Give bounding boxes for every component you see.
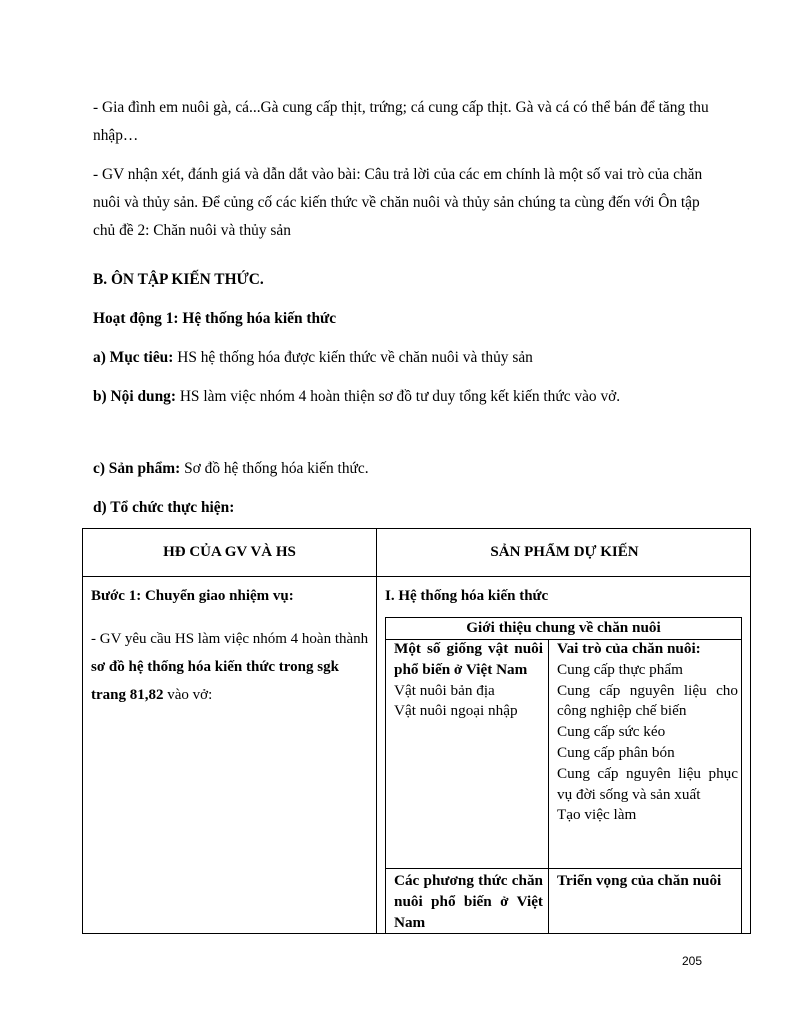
section-heading-b: B. ÔN TẬP KIẾN THỨC. [93,271,264,288]
role-item: Tạo việc làm [557,806,637,824]
livestock-overview-table [385,617,742,934]
knowledge-system-title: I. Hệ thống hóa kiến thức [385,588,549,604]
breed-item: Vật nuôi ngoại nhập [394,702,518,720]
inner-row-divider [386,868,741,869]
step1-heading: Bước 1: Chuyển giao nhiệm vụ: [91,588,294,604]
livestock-prospects-cell: Triển vọng của chăn nuôi [557,872,722,889]
page-number: 205 [682,954,703,968]
content-line [93,383,713,411]
objective-line [93,344,713,372]
header-expected-product: SẢN PHẨM DỰ KIẾN [490,544,639,560]
activity-table [82,528,751,934]
activity-heading: Hoạt động 1: Hệ thống hóa kiến thức [93,310,337,327]
table-header-divider [83,576,750,577]
common-breeds-heading: Một số giống vật nuôi phổ biến ở Việt Nam [394,640,543,678]
task-suffix: vào vở: [163,687,213,703]
organization-heading: d) Tổ chức thực hiện: [93,499,235,516]
table-column-divider [376,529,377,933]
objective-text: HS hệ thống hóa được kiến thức về chăn nuôi và thủy sản [173,349,533,366]
livestock-roles-heading: Vai trò của chăn nuôi: [557,640,701,657]
task-bold: sơ đồ hệ thống hóa kiến thức trong sgk trang 81,82 [91,659,339,703]
content-label: b) Nội dung: [93,388,176,405]
role-item: Cung cấp phân bón [557,743,675,761]
breed-item: Vật nuôi bản địa [394,681,495,699]
product-text: Sơ đồ hệ thống hóa kiến thức. [180,460,369,477]
role-item: Cung cấp thực phẩm [557,660,683,678]
farming-methods-cell: Các phương thức chăn nuôi phổ biến ở Việt Nam [394,872,543,931]
livestock-overview-title: Giới thiệu chung về chăn nuôi [386,618,741,640]
content-text: HS làm việc nhóm 4 hoàn thiện sơ đồ tư duy tổng kết kiến thức vào vở. [175,388,621,405]
role-item: Cung cấp nguyên liệu phục vụ đời sống và sản xuất [557,764,738,803]
objective-label: a) Mục tiêu: [93,349,174,366]
header-teacher-student: HĐ CỦA GV VÀ HS [163,544,296,560]
paragraph-teacher-comment: - GV nhận xét, đánh giá và dẫn dắt vào bài: Câu trả lời của các em chính là một số vai trò của chăn nuôi và thủy sản. Để củng cố các kiến thức về chăn nuôi và thủy sản chúng ta cùng đến với Ôn tập chủ đề 2: Chăn nuôi và thủy sản [93,166,703,239]
step1-task [91,625,369,709]
product-line [93,455,713,483]
product-label: c) Sản phẩm: [93,460,181,477]
paragraph-answer: - Gia đình em nuôi gà, cá...Gà cung cấp thịt, trứng; cá cung cấp thịt. Gà và cá có thể bán để tăng thu nhập… [93,99,709,144]
role-item: Cung cấp sức kéo [557,723,666,741]
task-prefix: - GV yêu cầu HS làm việc nhóm 4 hoàn thành [91,631,369,647]
livestock-roles-cell [549,639,743,826]
role-item: Cung cấp nguyên liệu cho công nghiệp chế biến [557,681,738,720]
common-breeds-cell [386,639,548,722]
